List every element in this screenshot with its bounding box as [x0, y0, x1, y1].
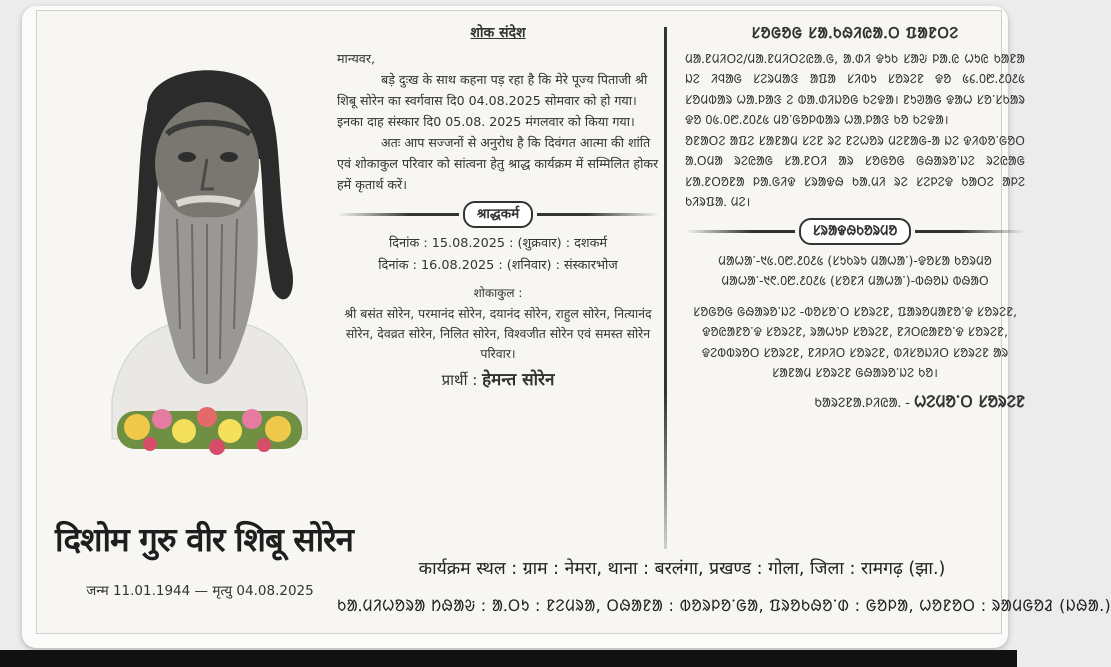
- olchiki-ribbon: [685, 219, 1025, 245]
- bottom-bar: [0, 650, 1017, 667]
- hindi-event-2: दिनांक : 16.08.2025 : (शनिवार) : संस्कारभोज: [378, 258, 618, 273]
- column-divider: [664, 27, 667, 549]
- olchiki-ribbon-label: ᱥᱨᱟᱫᱷᱠᱚᱨᱢᱚ: [799, 218, 912, 245]
- olchiki-title: ᱥᱚᱜᱚᱜ ᱥᱟᱹᱠᱷᱤᱭᱟᱹᱛ ᱯᱟᱱᱛᱮ: [751, 24, 959, 42]
- olchiki-mourners-list: ᱥᱚᱜᱚᱜ ᱜᱷᱟᱨᱚᱸᱡᱮ -ᱵᱚᱥᱚᱸᱛ ᱥᱚᱨᱮᱱ, ᱯᱟᱨᱚᱢᱟᱱᱚᱸᱫ ᱥᱚᱨᱮᱱ, ᱫᱚᱭᱟᱱᱚᱸᱫ ᱥᱚᱨᱮᱱ, ᱨᱟᱦᱩᱞ ᱥᱚᱨᱮᱱ, ᱱᱤᱛᱭᱟᱱᱚᱸᱫ ᱥᱚᱨᱮᱱ, ᱫᱮᱵᱵᱨᱚᱛ ᱥᱚᱨᱮᱱ, ᱱᱤᱞᱤᱛ ᱥᱚᱨᱮᱱ, ᱵᱤᱥᱚᱡᱤᱛ ᱥᱚᱨᱮᱱ ᱟᱨ ᱥᱟᱱᱟᱢ ᱥᱚᱨᱮᱱ ᱜᱷᱟᱨᱚᱸᱡᱮ ᱠᱚ।: [692, 303, 1018, 380]
- hindi-ribbon: [337, 201, 659, 227]
- hindi-mourners-title: शोकाकुल :: [473, 286, 523, 300]
- hindi-ribbon-label: श्राद्धकर्म: [463, 201, 533, 228]
- hindi-petitioner-name: हेमन्त सोरेन: [482, 370, 555, 390]
- deceased-name: दिशोम गुरु वीर शिबू सोरेन: [55, 520, 353, 559]
- olchiki-paragraph-1: ᱢᱟᱹᱱᱢᱤᱛᱮ/ᱢᱟᱹᱱᱢᱤᱛᱮᱭᱟᱹᱜ, ᱟᱹᱰᱤ ᱫᱩᱠ ᱥᱟᱶ ᱞᱟᱹᱭ ᱦᱩᱭ ᱠᱟᱱᱟ ᱡᱮ ᱤᱧᱟᱜ ᱥᱮᱨᱢᱟᱝ ᱟᱯᱟ ᱥᱤᱵᱩ ᱥᱚᱨᱮᱱ ᱫᱚ ᱕᱔.᱐᱘.᱒᱐᱒᱕ ᱥᱚᱢᱵᱟᱨ ᱦᱟᱹᱞᱟᱝ ᱮ ᱵᱟᱹᱰᱤᱡᱚᱜ ᱠᱮᱫᱟ। ᱱᱩᱣᱟᱜ ᱫᱟᱦ ᱥᱚᱸᱥᱠᱟᱨ ᱫᱚ ᱐᱕.᱐᱘.᱒᱐᱒᱕ ᱢᱚᱸᱜᱚᱞᱵᱟᱨ ᱦᱟᱹᱞᱟᱝ ᱠᱚ ᱠᱮᱫᱟ।: [685, 50, 1025, 127]
- obituary-ad: [36, 10, 1111, 634]
- birth-death-dates: जन्म 11.01.1944 — मृत्यु 04.08.2025: [86, 583, 314, 599]
- hindi-title: शोक संदेश: [470, 25, 526, 41]
- flower-garland: [117, 407, 302, 455]
- hindi-event-1: दिनांक : 15.08.2025 : (शुक्रवार) : दशकर्म: [388, 236, 608, 251]
- program-venue-hindi: कार्यक्रम स्थल : ग्राम : नेमरा, थाना : बरलंगा, प्रखण्ड : गोला, जिला : रामगढ़ (झा.): [418, 559, 946, 579]
- hindi-petitioner-label: प्रार्थी :: [441, 371, 478, 389]
- olchiki-petitioner-name: ᱦᱮᱢᱚᱸᱛ ᱥᱚᱨᱮᱱ: [914, 391, 1025, 411]
- olchiki-column: [685, 23, 1025, 414]
- olchiki-paragraph-2: ᱚᱱᱟᱛᱮ ᱟᱯᱮ ᱥᱟᱱᱟᱢ ᱥᱮᱱ ᱨᱮ ᱱᱮᱦᱚᱨ ᱢᱮᱱᱟᱜ-ᱟ ᱡᱮ ᱫᱤᱵᱚᱸᱜᱚᱛ ᱟᱹᱛᱢᱟ ᱨᱮᱭᱟᱜ ᱥᱟᱹᱱᱛᱤ ᱟᱨ ᱥᱚᱜᱚᱜ ᱜᱷᱟᱨᱚᱸᱡᱮ ᱨᱮᱭᱟᱜ ᱥᱟᱹᱱᱛᱚᱱᱟ ᱞᱟᱹᱜᱤᱫ ᱥᱨᱟᱫᱷ ᱠᱟᱹᱢᱤ ᱨᱮ ᱥᱮᱞᱮᱫ ᱠᱟᱛᱮ ᱟᱞᱮ ᱠᱤᱨᱯᱟᱹ ᱢᱮ।: [685, 132, 1025, 209]
- olchiki-event-2: ᱢᱟᱦᱟᱸ-᱑᱖.᱐᱘.᱒᱐᱒᱕ (ᱥᱚᱱᱤ ᱢᱟᱦᱟᱸ)-ᱵᱷᱚᱡ ᱵᱷᱟᱛ: [721, 273, 989, 288]
- hindi-paragraph-2: अतः आप सज्जनों से अनुरोध है कि दिवंगत आत्मा की शांति एवं शोकाकुल परिवार को सांत्वना हेतु श्राद्ध कार्यक्रम में सम्मिलित होकर हमें कृतार्थ करें।: [337, 135, 659, 192]
- olchiki-petitioner-label: ᱠᱟᱨᱮᱱᱟᱹᱞᱤᱭᱟᱹ -: [814, 395, 910, 411]
- program-venue-olchiki: ᱠᱟᱹᱢᱤᱦᱚᱨᱟ ᱴᱷᱟᱶ : ᱟᱹᱛᱩ : ᱱᱮᱢᱨᱟ, ᱛᱷᱟᱱᱟ : ᱵᱚᱨᱞᱚᱸᱜᱟ, ᱯᱨᱚᱠᱷᱚᱸᱰ : ᱜᱚᱞᱟ, ᱦᱚᱱᱚᱛ : ᱨᱟᱢᱜᱚᱲ (ᱡᱷᱟ.): [337, 596, 1111, 615]
- hindi-salutation: मान्यवर,: [337, 51, 375, 66]
- olchiki-event-1: ᱢᱟᱦᱟᱸ-᱑᱕.᱐᱘.᱒᱐᱒᱕ (ᱥᱩᱠᱨᱩ ᱢᱟᱦᱟᱸ)-ᱫᱚᱥᱟ ᱠᱚᱨᱢᱚ: [718, 252, 992, 268]
- hindi-petitioner: [337, 370, 659, 391]
- portrait-photo: [92, 39, 322, 469]
- hindi-mourners-list: श्री बसंत सोरेन, परमानंद सोरेन, दयानंद सोरेन, राहुल सोरेन, नित्यानंद सोरेन, देवव्रत सोरेन, निलित सोरेन, विश्वजीत सोरेन एवं समस्त सोरेन परिवार।: [344, 306, 652, 361]
- hindi-paragraph-1: बड़े दुःख के साथ कहना पड़ रहा है कि मेरे पूज्य पिताजी श्री शिबू सोरेन का स्वर्गवास दि0 04.08.2025 सोमवार को हो गया। इनका दाह संस्कार दि0 05.08. 2025 मंगलवार को किया गया।: [337, 72, 648, 129]
- hindi-column: [337, 23, 659, 391]
- olchiki-petitioner: [685, 392, 1025, 415]
